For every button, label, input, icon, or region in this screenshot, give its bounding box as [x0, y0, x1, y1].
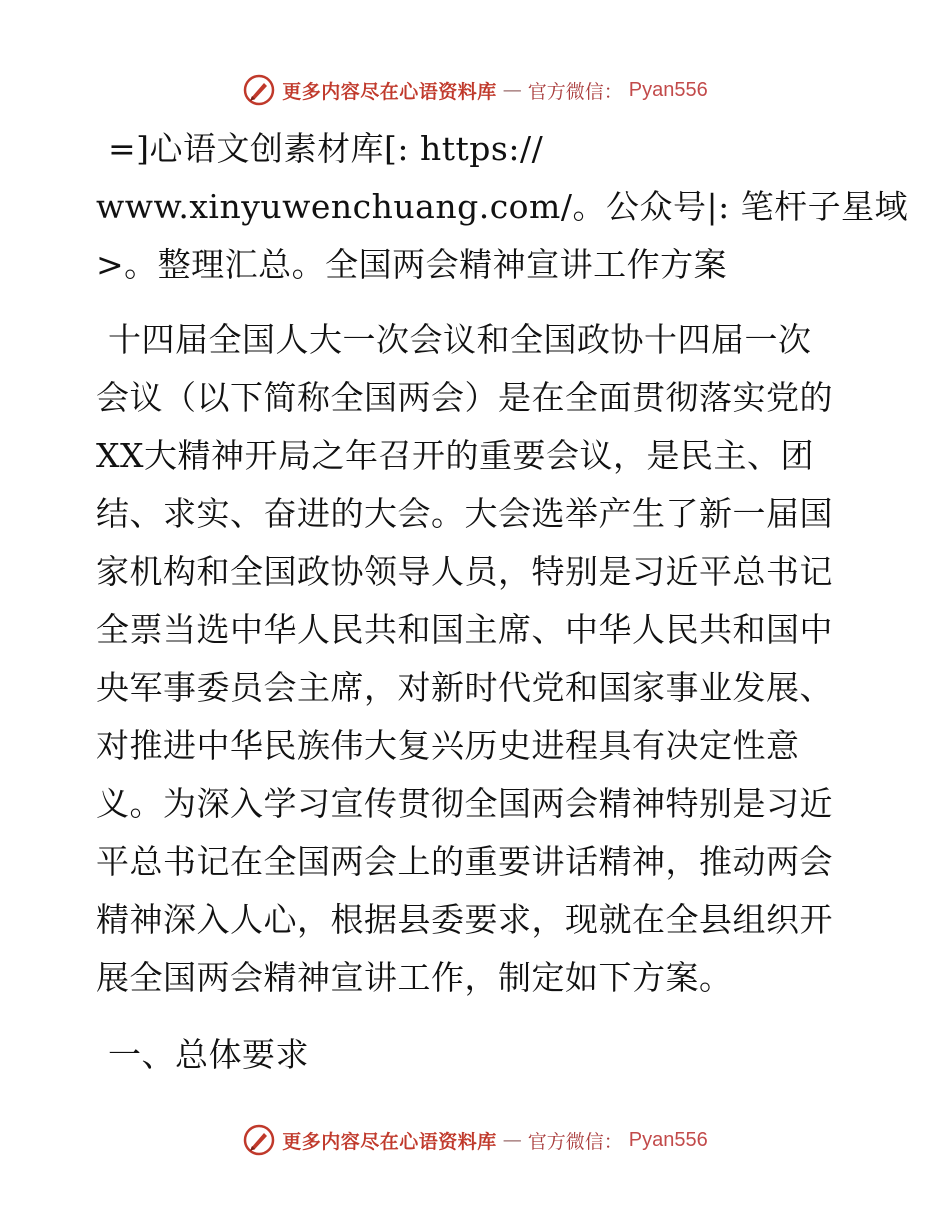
- body-line: 会议（以下简称全国两会）是在全面贯彻落实党的: [96, 378, 833, 417]
- body-line: 全票当选中华人民共和国主席、中华人民共和国中: [96, 610, 833, 649]
- pen-circle-logo-icon: [242, 1123, 276, 1157]
- source-header-paragraph: [96, 120, 909, 294]
- pen-circle-logo-icon: [242, 73, 276, 107]
- header-line: >。整理汇总。全国两会精神宣讲工作方案: [96, 245, 728, 284]
- banner-official-label: 官方微信：: [527, 80, 623, 103]
- banner-tagline: 更多内容尽在心语资料库: [282, 1130, 497, 1153]
- banner-dash: —: [502, 1129, 522, 1151]
- body-line: 结、求实、奋进的大会。大会选举产生了新一届国: [96, 494, 833, 533]
- body-line: 家机构和全国政协领导人员，特别是习近平总书记: [96, 552, 833, 591]
- body-line: 十四届全国人大一次会议和全国政协十四届一次: [108, 320, 812, 359]
- intro-paragraph: [96, 311, 856, 1007]
- header-watermark-banner: [0, 68, 950, 112]
- section-heading-block: [96, 1026, 856, 1084]
- banner-wechat-id: Pyan556: [628, 1128, 708, 1151]
- banner-tagline: 更多内容尽在心语资料库: [282, 80, 497, 103]
- header-line: www.xinyuwenchuang.com/。公众号|: 笔杆子星域: [96, 187, 909, 226]
- body-line: 义。为深入学习宣传贯彻全国两会精神特别是习近: [96, 784, 833, 823]
- body-line: 央军事委员会主席，对新时代党和国家事业发展、: [96, 668, 833, 707]
- body-line: 平总书记在全国两会上的重要讲话精神，推动两会: [96, 842, 833, 881]
- banner-dash: —: [502, 79, 522, 101]
- body-line: 对推进中华民族伟大复兴历史进程具有决定性意: [96, 726, 800, 765]
- body-line: XX大精神开局之年召开的重要会议，是民主、团: [96, 436, 814, 475]
- body-line: 精神深入人心，根据县委要求，现就在全县组织开: [96, 900, 833, 939]
- body-line: 展全国两会精神宣讲工作，制定如下方案。: [96, 958, 733, 997]
- header-line: =]心语文创素材库[: https://: [108, 129, 544, 168]
- footer-watermark-banner: [0, 1118, 950, 1162]
- section-heading: 一、总体要求: [108, 1035, 309, 1074]
- banner-wechat-id: Pyan556: [628, 78, 708, 101]
- banner-official-label: 官方微信：: [527, 1130, 623, 1153]
